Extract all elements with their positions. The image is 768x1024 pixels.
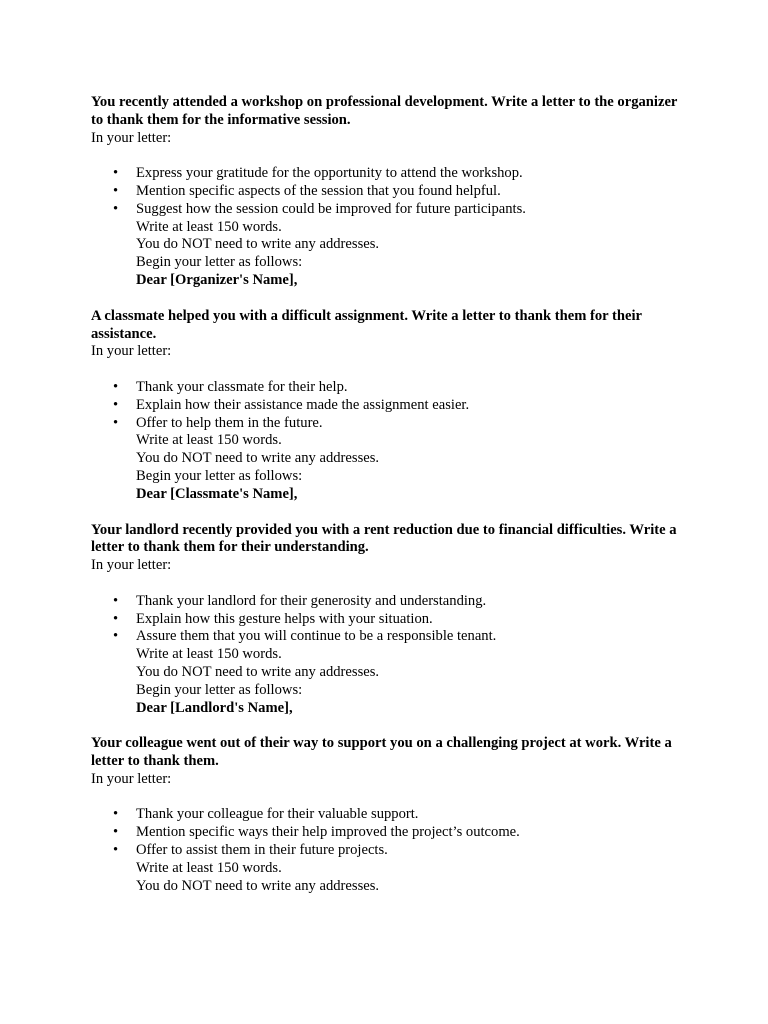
task-bullet: • Offer to assist them in their future projects. [91, 842, 681, 860]
instruction-line: Write at least 150 words. [136, 432, 282, 449]
task-intro: In your letter: [91, 343, 172, 360]
task-section [91, 522, 681, 718]
task-bullet: • Mention specific ways their help improved the project’s outcome. [91, 824, 681, 842]
task-section [91, 94, 681, 290]
task-bullet: • Explain how their assistance made the assignment easier. [91, 397, 681, 415]
task-prompt: Your colleague went out of their way to support you on a challenging project at work. Write a letter to thank them. [91, 735, 672, 770]
task-bullet-list [91, 593, 681, 646]
task-intro: In your letter: [91, 129, 172, 146]
task-instructions [91, 860, 681, 896]
task-prompt: Your landlord recently provided you with a rent reduction due to financial difficulties. Write a letter to thank them for their understanding. [91, 521, 677, 556]
task-bullet-list [91, 165, 681, 218]
task-section [91, 735, 681, 895]
instruction-line: You do NOT need to write any addresses. [136, 236, 380, 253]
task-prompt: A classmate helped you with a difficult assignment. Write a letter to thank them for their assistance. [91, 307, 642, 342]
task-section [91, 308, 681, 504]
task-bullet: • Thank your colleague for their valuable support. [91, 806, 681, 824]
task-intro: In your letter: [91, 557, 172, 574]
document-page [91, 94, 681, 913]
instruction-line: Write at least 150 words. [136, 859, 282, 876]
task-bullet-list [91, 806, 681, 859]
letter-salutation: Dear [Landlord's Name], [136, 699, 293, 716]
task-bullet: • Explain how this gesture helps with your situation. [91, 611, 681, 629]
instruction-line: Begin your letter as follows: [136, 254, 303, 271]
instruction-line: You do NOT need to write any addresses. [136, 663, 380, 680]
task-instructions [91, 219, 681, 290]
task-prompt: You recently attended a workshop on professional development. Write a letter to the organizer to thank them for the informative session. [91, 94, 678, 128]
instruction-line: You do NOT need to write any addresses. [136, 450, 380, 467]
letter-salutation: Dear [Classmate's Name], [136, 485, 298, 502]
task-bullet: • Express your gratitude for the opportunity to attend the workshop. [91, 165, 681, 183]
instruction-line: Write at least 150 words. [136, 218, 282, 235]
task-bullet: • Offer to help them in the future. [91, 415, 681, 433]
task-bullet: • Thank your classmate for their help. [91, 379, 681, 397]
instruction-line: Write at least 150 words. [136, 646, 282, 663]
task-bullet: • Thank your landlord for their generosity and understanding. [91, 593, 681, 611]
instruction-line: Begin your letter as follows: [136, 681, 303, 698]
letter-salutation: Dear [Organizer's Name], [136, 271, 298, 288]
task-instructions [91, 646, 681, 717]
task-bullet: • Mention specific aspects of the session that you found helpful. [91, 183, 681, 201]
instruction-line: You do NOT need to write any addresses. [136, 877, 380, 894]
task-bullet: • Suggest how the session could be improved for future participants. [91, 201, 681, 219]
task-bullet-list [91, 379, 681, 432]
task-intro: In your letter: [91, 770, 172, 787]
task-bullet: • Assure them that you will continue to be a responsible tenant. [91, 628, 681, 646]
instruction-line: Begin your letter as follows: [136, 467, 303, 484]
task-instructions [91, 432, 681, 503]
